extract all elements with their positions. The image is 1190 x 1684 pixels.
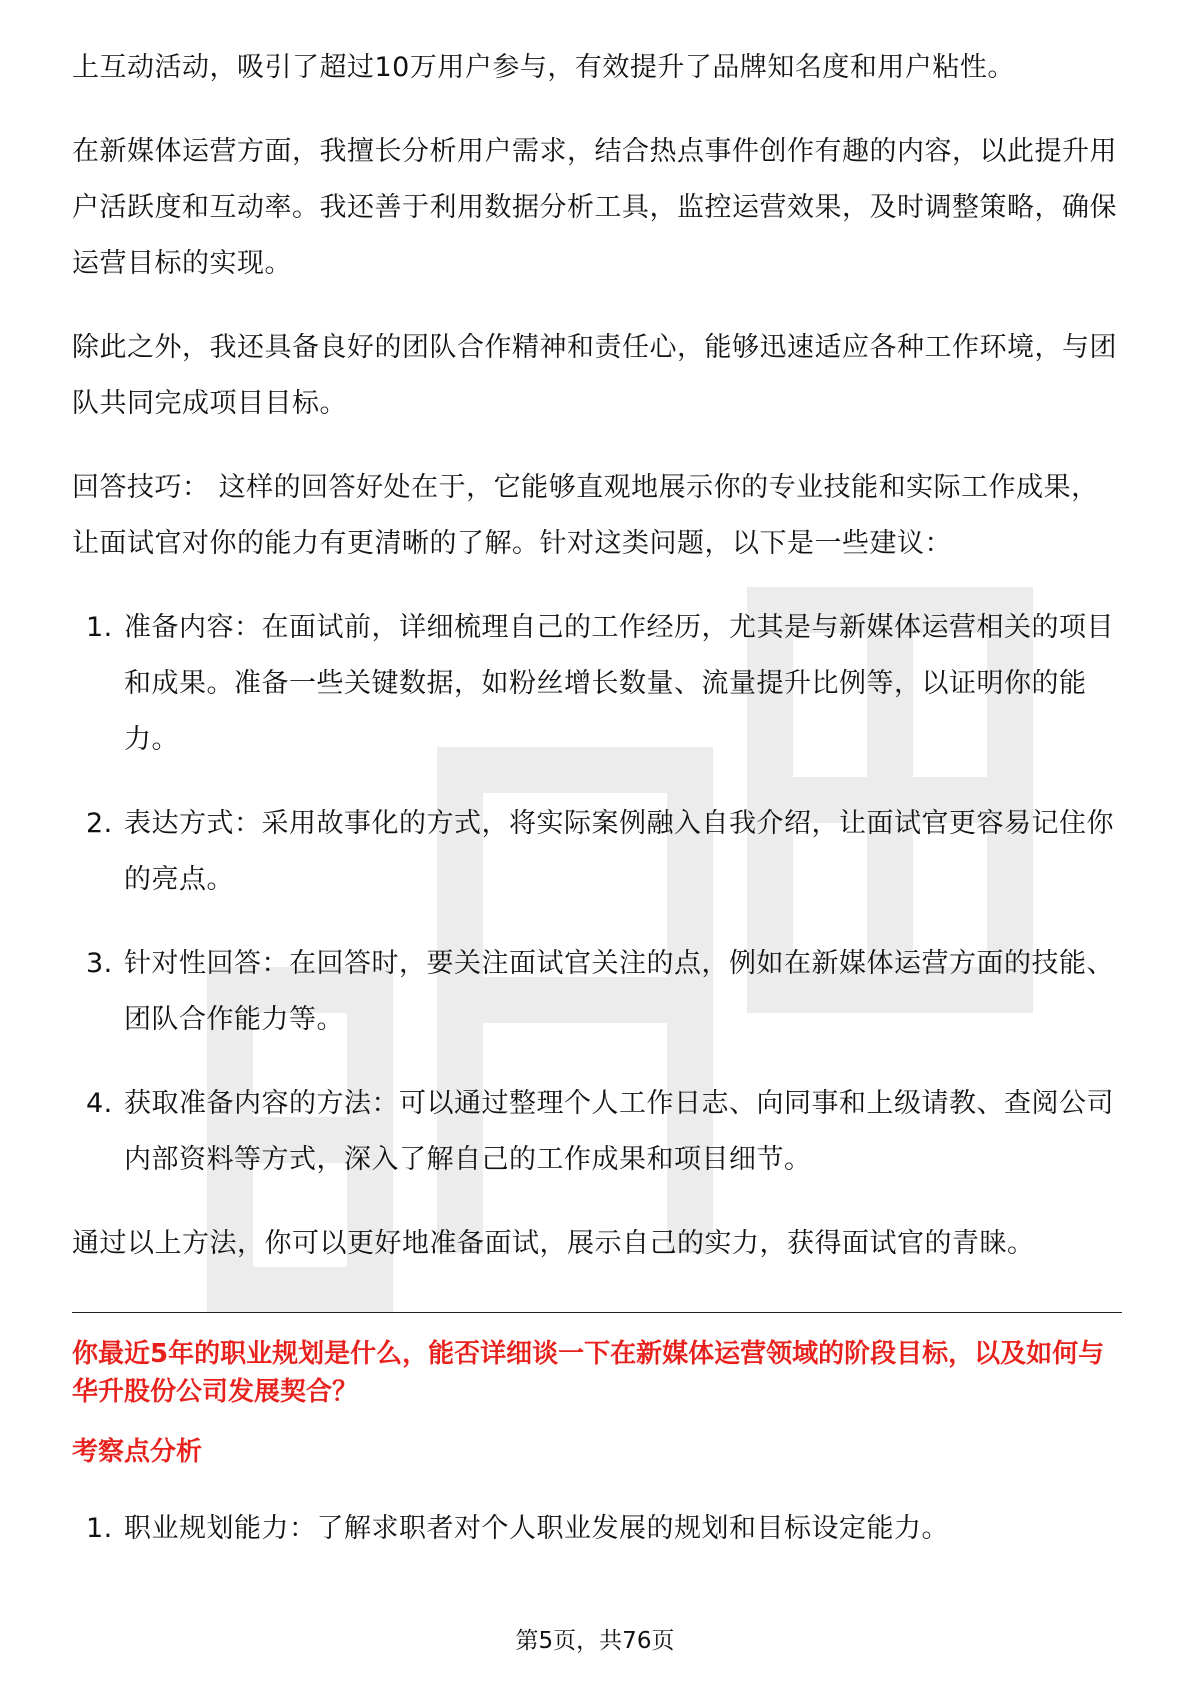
paragraph-answer-tips: 回答技巧： 这样的回答好处在于，它能够直观地展示你的专业技能和实际工作成果，让面试官对你的能力有更清晰的了解。针对这类问题，以下是一些建议： (72, 472, 1099, 559)
list-item-text: 表达方式：采用故事化的方式，将实际案例融入自我介绍，让面试官更容易记住你的亮点。 (124, 808, 1114, 895)
list-item-text: 职业规划能力：了解求职者对个人职业发展的规划和目标设定能力。 (124, 1513, 949, 1544)
list-item-number: 1. (86, 612, 113, 643)
paragraph-intro-end: 上互动活动，吸引了超过10万用户参与，有效提升了品牌知名度和用户粘性。 (72, 52, 1015, 83)
analysis-heading: 考察点分析 (72, 1437, 203, 1467)
interview-question: 你最近5年的职业规划是什么，能否详细谈一下在新媒体运营领域的阶段目标，以及如何与华升股份公司发展契合？ (72, 1339, 1105, 1407)
list-item (72, 600, 1122, 768)
list-item (72, 796, 1122, 908)
paragraph-teamwork: 除此之外，我还具备良好的团队合作精神和责任心，能够迅速适应各种工作环境，与团队共同完成项目目标。 (72, 332, 1117, 419)
analysis-list (72, 1501, 1122, 1557)
list-item-text: 准备内容：在面试前，详细梳理自己的工作经历，尤其是与新媒体运营相关的项目和成果。准备一些关键数据，如粉丝增长数量、流量提升比例等，以证明你的能力。 (124, 612, 1114, 755)
list-item-number: 2. (86, 808, 113, 839)
tips-list (72, 600, 1122, 1188)
document-content (72, 40, 1122, 1585)
list-item-number: 4. (86, 1088, 113, 1119)
list-item-number: 3. (86, 948, 113, 979)
paragraph-summary: 通过以上方法，你可以更好地准备面试，展示自己的实力，获得面试官的青睐。 (72, 1228, 1035, 1259)
paragraph-new-media-skills: 在新媒体运营方面，我擅长分析用户需求，结合热点事件创作有趣的内容，以此提升用户活跃度和互动率。我还善于利用数据分析工具，监控运营效果，及时调整策略，确保运营目标的实现。 (72, 136, 1117, 279)
list-item (72, 1076, 1122, 1188)
list-item-text: 针对性回答：在回答时，要关注面试官关注的点，例如在新媒体运营方面的技能、团队合作能力等。 (124, 948, 1114, 1035)
list-item (72, 936, 1122, 1048)
list-item-text: 获取准备内容的方法：可以通过整理个人工作日志、向同事和上级请教、查阅公司内部资料等方式，深入了解自己的工作成果和项目细节。 (124, 1088, 1114, 1175)
list-item-number: 1. (86, 1513, 113, 1544)
section-divider (72, 1312, 1122, 1313)
page-footer: 第5页，共76页 (515, 1628, 675, 1654)
list-item (72, 1501, 1122, 1557)
